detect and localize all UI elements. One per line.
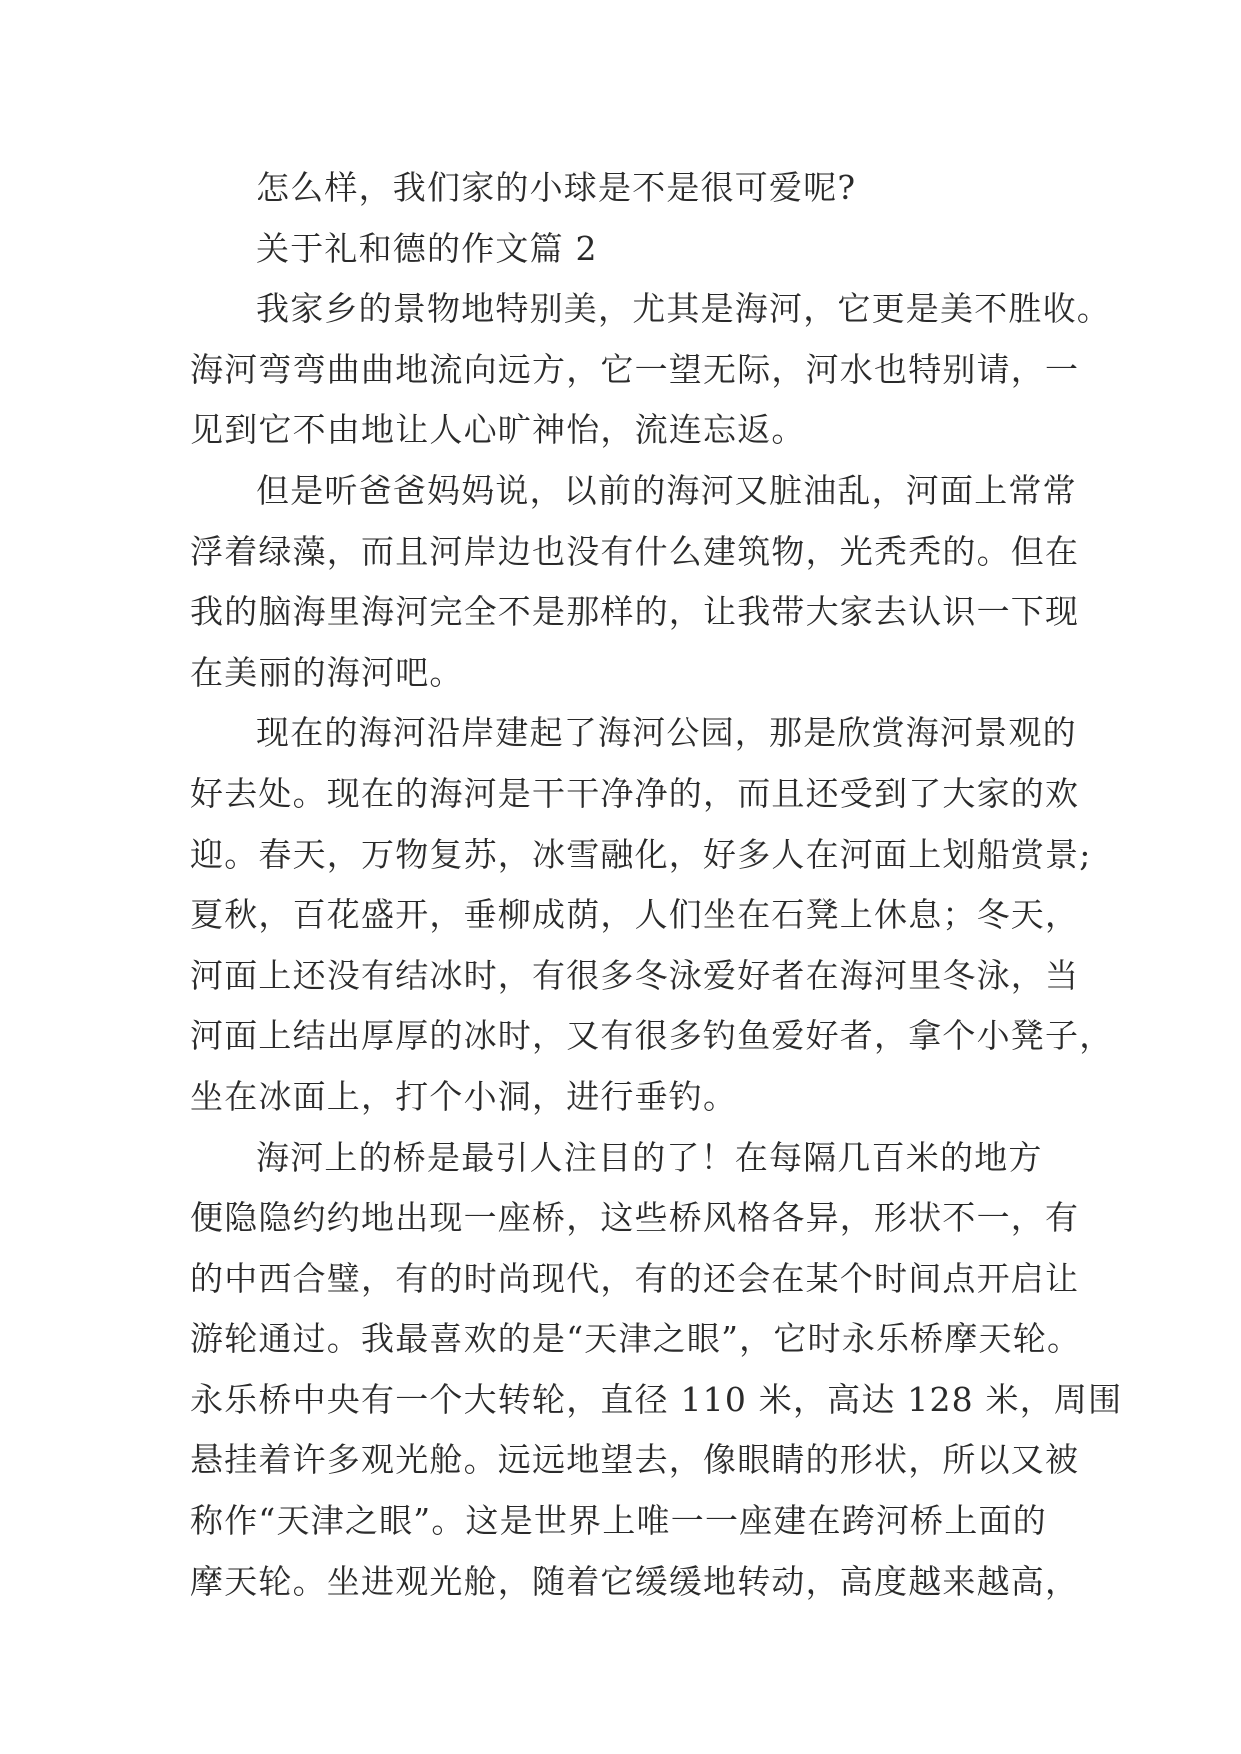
text-line: 永乐桥中央有一个大转轮，直径 110 米，高达 128 米，周围: [190, 1379, 1123, 1419]
text-line: 游轮通过。我最喜欢的是“天津之眼”，它时永乐桥摩天轮。: [190, 1319, 1082, 1359]
text-line: 在美丽的海河吧。: [190, 652, 464, 692]
text-line: 关于礼和德的作文篇 2: [256, 228, 598, 268]
text-line: 迎。春天，万物复苏，冰雪融化，好多人在河面上划船赏景;: [190, 834, 1092, 874]
text-line: 称作“天津之眼”。这是世界上唯一一座建在跨河桥上面的: [190, 1501, 1047, 1541]
text-line: 怎么样，我们家的小球是不是很可爱呢?: [256, 168, 857, 207]
text-line: 见到它不由地让人心旷神怡，流连忘返。: [190, 410, 806, 450]
text-line: 海河弯弯曲曲地流向远方，它一望无际，河水也特别请，一: [190, 349, 1080, 389]
paragraph-past: [190, 461, 1080, 703]
text-line: 悬挂着许多观光舱。远远地望去，像眼睛的形状，所以又被: [190, 1440, 1080, 1480]
paragraph-intro: [190, 279, 1111, 461]
text-line: 坐在冰面上，打个小洞，进行垂钓。: [190, 1076, 738, 1116]
text-line: 我的脑海里海河完全不是那样的，让我带大家去认识一下现: [190, 592, 1080, 632]
text-line: 海河上的桥是最引人注目的了！在每隔几百米的地方: [256, 1137, 1043, 1177]
text-line: 浮着绿藻，而且河岸边也没有什么建筑物，光秃秃的。但在: [190, 531, 1080, 571]
text-line: 的中西合璧，有的时尚现代，有的还会在某个时间点开启让: [190, 1258, 1080, 1298]
paragraph-park: [190, 703, 1114, 1127]
text-line: 我家乡的景物地特别美，尤其是海河，它更是美不胜收。: [256, 289, 1111, 329]
paragraph-closing-question: [190, 158, 1060, 219]
paragraph-bridges: [190, 1128, 1123, 1613]
essay-body: [190, 158, 1123, 1612]
text-line: 夏秋，百花盛开，垂柳成荫，人们坐在石凳上休息；冬天，: [190, 895, 1080, 935]
text-line: 现在的海河沿岸建起了海河公园，那是欣赏海河景观的: [256, 713, 1077, 753]
text-line: 河面上结出厚厚的冰时，又有很多钓鱼爱好者，拿个小凳子，: [190, 1016, 1114, 1056]
text-line: 便隐隐约约地出现一座桥，这些桥风格各异，形状不一，有: [190, 1198, 1080, 1238]
text-line: 河面上还没有结冰时，有很多冬泳爱好者在海河里冬泳，当: [190, 955, 1080, 995]
text-line: 摩天轮。坐进观光舱，随着它缓缓地转动，高度越来越高，: [190, 1561, 1080, 1601]
section-heading: [190, 219, 1060, 280]
text-line: 但是听爸爸妈妈说，以前的海河又脏油乱，河面上常常: [256, 470, 1077, 510]
text-line: 好去处。现在的海河是干干净净的，而且还受到了大家的欢: [190, 773, 1080, 813]
